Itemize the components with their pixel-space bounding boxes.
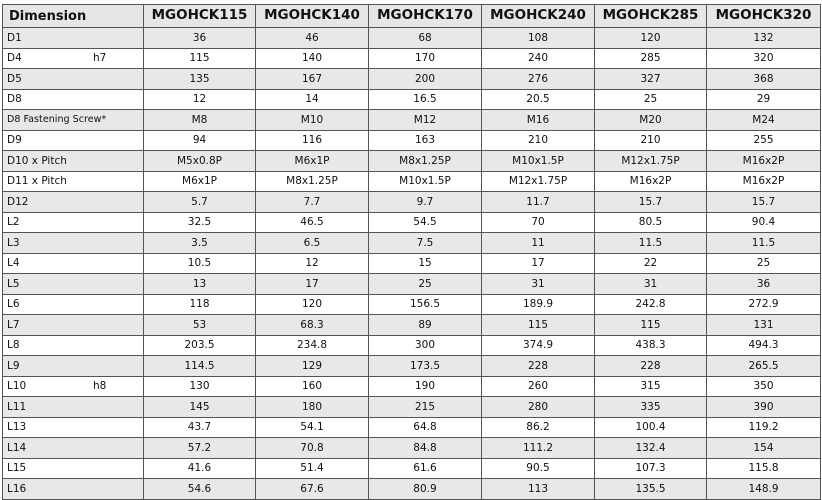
dimension-cell: [3, 89, 144, 110]
value-cell: 5.7: [144, 192, 256, 213]
value-cell: 203.5: [144, 335, 256, 356]
value-cell: 272.9: [707, 294, 821, 315]
value-cell: 61.6: [369, 458, 482, 479]
value-cell: 119.2: [707, 417, 821, 438]
value-cell: M20: [595, 110, 707, 131]
dimension-table-container: [2, 4, 820, 500]
dimension-cell: [3, 458, 144, 479]
value-cell: 41.6: [144, 458, 256, 479]
value-cell: M12x1.75P: [595, 151, 707, 172]
value-cell: 29: [707, 89, 821, 110]
value-cell: 260: [482, 376, 595, 397]
column-header-model: MGOHCK285: [595, 5, 707, 28]
value-cell: 438.3: [595, 335, 707, 356]
table-row: [3, 130, 821, 151]
value-cell: 132.4: [595, 438, 707, 459]
value-cell: 280: [482, 397, 595, 418]
value-cell: 25: [369, 274, 482, 295]
value-cell: 228: [595, 356, 707, 377]
value-cell: 107.3: [595, 458, 707, 479]
value-cell: 114.5: [144, 356, 256, 377]
dimension-cell: [3, 151, 144, 172]
value-cell: M16x2P: [595, 171, 707, 192]
value-cell: 3.5: [144, 233, 256, 254]
value-cell: 327: [595, 69, 707, 90]
dimension-label: D8 Fastening Screw*: [7, 113, 107, 125]
value-cell: 265.5: [707, 356, 821, 377]
value-cell: 180: [256, 397, 369, 418]
value-cell: M12: [369, 110, 482, 131]
dimension-cell: [3, 417, 144, 438]
table-row: [3, 356, 821, 377]
dimension-cell: [3, 335, 144, 356]
value-cell: 108: [482, 28, 595, 49]
column-header-model: MGOHCK240: [482, 5, 595, 28]
dimension-cell: [3, 192, 144, 213]
value-cell: 68.3: [256, 315, 369, 336]
value-cell: 46: [256, 28, 369, 49]
table-row: [3, 417, 821, 438]
value-cell: 173.5: [369, 356, 482, 377]
value-cell: 374.9: [482, 335, 595, 356]
value-cell: 6.5: [256, 233, 369, 254]
value-cell: 145: [144, 397, 256, 418]
table-row: [3, 48, 821, 69]
value-cell: 320: [707, 48, 821, 69]
value-cell: 115: [144, 48, 256, 69]
value-cell: 11.5: [595, 233, 707, 254]
value-cell: 15.7: [707, 192, 821, 213]
dimension-label: L2: [7, 216, 20, 228]
value-cell: 89: [369, 315, 482, 336]
value-cell: M8: [144, 110, 256, 131]
dimension-cell: [3, 233, 144, 254]
dimension-label: D12: [7, 195, 29, 208]
value-cell: 494.3: [707, 335, 821, 356]
value-cell: 115.8: [707, 458, 821, 479]
value-cell: 210: [482, 130, 595, 151]
value-cell: 17: [482, 253, 595, 274]
dimension-cell: [3, 356, 144, 377]
table-row: [3, 274, 821, 295]
value-cell: 285: [595, 48, 707, 69]
value-cell: 240: [482, 48, 595, 69]
value-cell: 80.9: [369, 479, 482, 500]
value-cell: 15.7: [595, 192, 707, 213]
dimension-cell: [3, 438, 144, 459]
value-cell: 131: [707, 315, 821, 336]
value-cell: 113: [482, 479, 595, 500]
value-cell: 68: [369, 28, 482, 49]
value-cell: 170: [369, 48, 482, 69]
value-cell: 31: [595, 274, 707, 295]
dimension-cell: [3, 274, 144, 295]
table-row: [3, 171, 821, 192]
dimension-label: L3: [7, 236, 20, 249]
value-cell: 54.5: [369, 212, 482, 233]
value-cell: 7.7: [256, 192, 369, 213]
value-cell: 156.5: [369, 294, 482, 315]
value-cell: 120: [595, 28, 707, 49]
value-cell: M6x1P: [256, 151, 369, 172]
value-cell: 154: [707, 438, 821, 459]
dimension-label: L16: [7, 482, 27, 495]
table-row: [3, 438, 821, 459]
table-row: [3, 233, 821, 254]
table-row: [3, 458, 821, 479]
dimension-table: [2, 4, 821, 500]
value-cell: 54.6: [144, 479, 256, 500]
table-row: [3, 397, 821, 418]
value-cell: 368: [707, 69, 821, 90]
column-header-model: MGOHCK170: [369, 5, 482, 28]
dimension-label: L5: [7, 277, 20, 290]
dimension-label: D9: [7, 134, 22, 146]
table-row: [3, 479, 821, 500]
value-cell: 111.2: [482, 438, 595, 459]
table-row: [3, 335, 821, 356]
dimension-cell: [3, 130, 144, 151]
table-row: [3, 151, 821, 172]
dimension-cell: [3, 397, 144, 418]
value-cell: 46.5: [256, 212, 369, 233]
value-cell: 57.2: [144, 438, 256, 459]
value-cell: M16x2P: [707, 171, 821, 192]
value-cell: 43.7: [144, 417, 256, 438]
dimension-label: D4: [7, 52, 22, 64]
value-cell: 148.9: [707, 479, 821, 500]
value-cell: 335: [595, 397, 707, 418]
value-cell: 36: [144, 28, 256, 49]
value-cell: 350: [707, 376, 821, 397]
dimension-label: L13: [7, 421, 27, 433]
value-cell: 16.5: [369, 89, 482, 110]
value-cell: 215: [369, 397, 482, 418]
value-cell: 10.5: [144, 253, 256, 274]
value-cell: 84.8: [369, 438, 482, 459]
table-row: [3, 28, 821, 49]
value-cell: M10x1.5P: [369, 171, 482, 192]
dimension-cell: [3, 48, 144, 69]
dimension-cell: [3, 376, 144, 397]
dimension-cell: [3, 110, 144, 131]
value-cell: 12: [256, 253, 369, 274]
value-cell: 32.5: [144, 212, 256, 233]
value-cell: 300: [369, 335, 482, 356]
value-cell: 390: [707, 397, 821, 418]
value-cell: 12: [144, 89, 256, 110]
value-cell: 11.5: [707, 233, 821, 254]
value-cell: 115: [595, 315, 707, 336]
value-cell: 135.5: [595, 479, 707, 500]
value-cell: M10x1.5P: [482, 151, 595, 172]
value-cell: 200: [369, 69, 482, 90]
value-cell: M6x1P: [144, 171, 256, 192]
table-row: [3, 110, 821, 131]
tolerance-label: h8: [93, 380, 107, 392]
table-row: [3, 294, 821, 315]
dimension-label: D11 x Pitch: [7, 175, 67, 187]
table-row: [3, 376, 821, 397]
column-header-model: MGOHCK140: [256, 5, 369, 28]
value-cell: 90.5: [482, 458, 595, 479]
table-body: [3, 28, 821, 500]
value-cell: 14: [256, 89, 369, 110]
dimension-cell: [3, 28, 144, 49]
dimension-label: L7: [7, 318, 20, 331]
value-cell: 7.5: [369, 233, 482, 254]
dimension-cell: [3, 69, 144, 90]
value-cell: 167: [256, 69, 369, 90]
dimension-label: D10 x Pitch: [7, 154, 67, 167]
value-cell: 13: [144, 274, 256, 295]
dimension-cell: [3, 294, 144, 315]
dimension-label: L4: [7, 257, 20, 269]
value-cell: 242.8: [595, 294, 707, 315]
value-cell: 116: [256, 130, 369, 151]
value-cell: M24: [707, 110, 821, 131]
value-cell: 255: [707, 130, 821, 151]
value-cell: 15: [369, 253, 482, 274]
value-cell: 163: [369, 130, 482, 151]
value-cell: 135: [144, 69, 256, 90]
dimension-label: L6: [7, 298, 20, 310]
value-cell: 80.5: [595, 212, 707, 233]
value-cell: 160: [256, 376, 369, 397]
dimension-label: D5: [7, 72, 22, 85]
value-cell: M8x1.25P: [256, 171, 369, 192]
value-cell: 228: [482, 356, 595, 377]
dimension-cell: [3, 479, 144, 500]
value-cell: 67.6: [256, 479, 369, 500]
dimension-cell: [3, 171, 144, 192]
value-cell: 90.4: [707, 212, 821, 233]
value-cell: 70.8: [256, 438, 369, 459]
value-cell: M16: [482, 110, 595, 131]
value-cell: 70: [482, 212, 595, 233]
table-row: [3, 89, 821, 110]
value-cell: 11: [482, 233, 595, 254]
table-row: [3, 192, 821, 213]
value-cell: 115: [482, 315, 595, 336]
value-cell: 120: [256, 294, 369, 315]
value-cell: 210: [595, 130, 707, 151]
value-cell: 140: [256, 48, 369, 69]
dimension-label: D8: [7, 93, 22, 105]
dimension-cell: [3, 315, 144, 336]
dimension-label: D1: [7, 31, 22, 44]
column-header-model: MGOHCK320: [707, 5, 821, 28]
table-row: [3, 315, 821, 336]
value-cell: 22: [595, 253, 707, 274]
dimension-label: L11: [7, 400, 27, 413]
value-cell: 129: [256, 356, 369, 377]
value-cell: 11.7: [482, 192, 595, 213]
table-row: [3, 253, 821, 274]
value-cell: M5x0.8P: [144, 151, 256, 172]
dimension-label: L10: [7, 380, 27, 392]
value-cell: 118: [144, 294, 256, 315]
value-cell: 86.2: [482, 417, 595, 438]
value-cell: M12x1.75P: [482, 171, 595, 192]
value-cell: 276: [482, 69, 595, 90]
value-cell: 25: [707, 253, 821, 274]
value-cell: 20.5: [482, 89, 595, 110]
table-header-row: [3, 5, 821, 28]
value-cell: M10: [256, 110, 369, 131]
value-cell: 234.8: [256, 335, 369, 356]
dimension-cell: [3, 253, 144, 274]
value-cell: M16x2P: [707, 151, 821, 172]
value-cell: 130: [144, 376, 256, 397]
value-cell: 132: [707, 28, 821, 49]
value-cell: 315: [595, 376, 707, 397]
dimension-label: L15: [7, 462, 27, 474]
dimension-label: L9: [7, 359, 20, 372]
value-cell: 36: [707, 274, 821, 295]
value-cell: 9.7: [369, 192, 482, 213]
value-cell: 53: [144, 315, 256, 336]
value-cell: M8x1.25P: [369, 151, 482, 172]
value-cell: 189.9: [482, 294, 595, 315]
dimension-cell: [3, 212, 144, 233]
dimension-label: L8: [7, 339, 20, 351]
column-header-model: MGOHCK115: [144, 5, 256, 28]
value-cell: 94: [144, 130, 256, 151]
value-cell: 64.8: [369, 417, 482, 438]
dimension-label: L14: [7, 441, 27, 454]
value-cell: 31: [482, 274, 595, 295]
value-cell: 51.4: [256, 458, 369, 479]
value-cell: 100.4: [595, 417, 707, 438]
value-cell: 190: [369, 376, 482, 397]
value-cell: 25: [595, 89, 707, 110]
column-header-dimension: Dimension: [3, 5, 144, 28]
table-row: [3, 212, 821, 233]
value-cell: 54.1: [256, 417, 369, 438]
tolerance-label: h7: [93, 52, 107, 64]
value-cell: 17: [256, 274, 369, 295]
table-row: [3, 69, 821, 90]
